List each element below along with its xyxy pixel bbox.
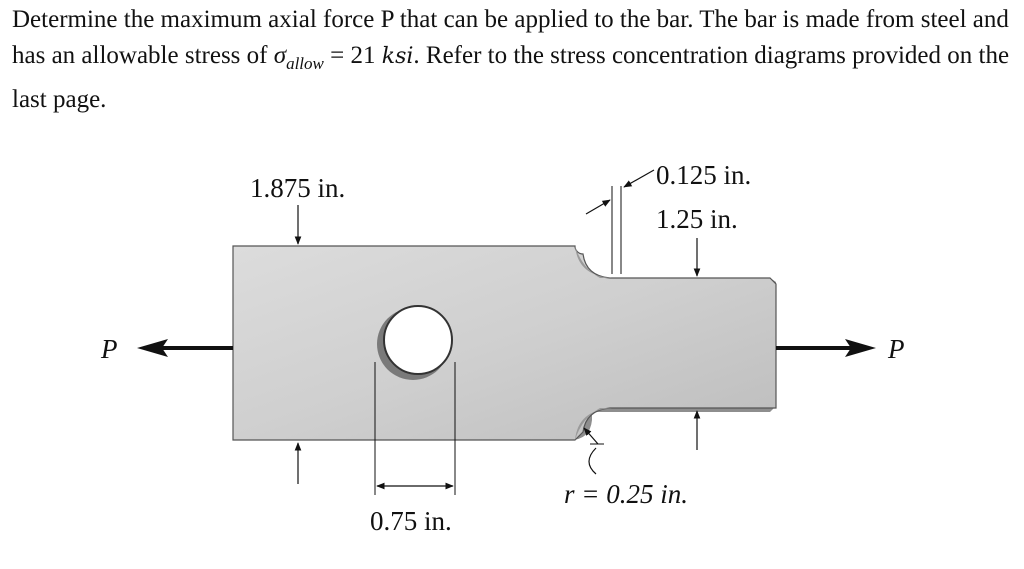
label-load-right: P [888, 334, 905, 364]
problem-text-2: Refer to the stress concentration diagrams provided on the last page. [12, 42, 1010, 113]
label-radius: r = 0.25 in. [564, 479, 688, 509]
sigma-subscript: allow [286, 54, 324, 73]
gap-arrow-left [586, 200, 610, 214]
radius-arrow [584, 428, 598, 444]
sigma-symbol: σ [273, 42, 287, 69]
label-gap: 0.125 in. [656, 160, 752, 190]
hole [384, 306, 452, 374]
label-load-left: P [101, 334, 118, 364]
stress-value: = 21 [323, 42, 382, 69]
label-hole-diameter: 0.75 in. [370, 506, 452, 536]
gap-arrow-right [624, 170, 654, 187]
label-narrow-width: 1.25 in. [656, 204, 738, 234]
radius-leader [589, 448, 596, 474]
problem-text-1: Determine the maximum axial force P that can be applied to the bar. The bar is made from steel and has an allowable stress of [12, 6, 1009, 69]
period: . [413, 42, 420, 69]
stress-unit: ksi [381, 44, 414, 69]
label-wide-width: 1.875 in. [250, 173, 346, 203]
